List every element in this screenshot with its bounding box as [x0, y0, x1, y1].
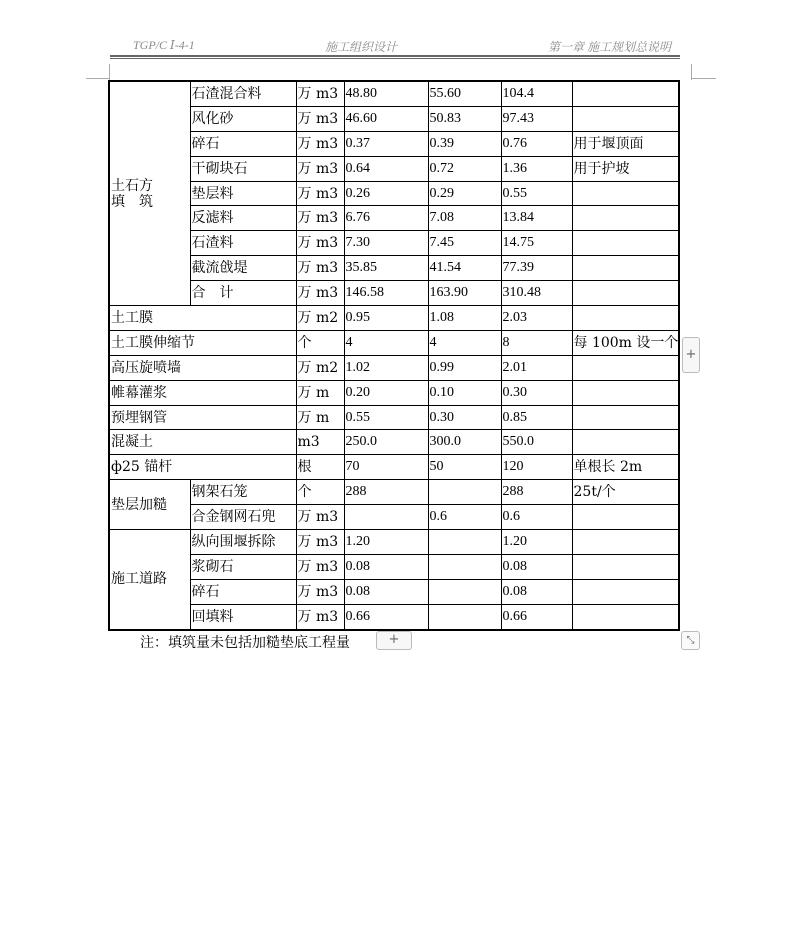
quantity-cell: 0.55 [344, 405, 428, 430]
item-name: 钢架石笼 [190, 480, 296, 505]
quantity-cell: 120 [501, 455, 572, 480]
table-row [109, 579, 679, 604]
quantity-cell: 7.30 [344, 231, 428, 256]
item-name: 帷幕灌浆 [109, 380, 296, 405]
table-row [109, 181, 679, 206]
table-row [109, 281, 679, 306]
unit-cell: 万 m3 [296, 106, 344, 131]
quantity-cell: 1.02 [344, 355, 428, 380]
quantity-cell: 288 [344, 480, 428, 505]
remark-cell [572, 554, 679, 579]
quantity-cell: 0.72 [428, 156, 501, 181]
quantity-cell: 0.08 [344, 579, 428, 604]
item-name: 回填料 [190, 604, 296, 629]
item-name: 纵向围堰拆除 [190, 530, 296, 555]
item-name: 石渣混合料 [190, 81, 296, 106]
quantity-table [108, 80, 680, 631]
table-row [109, 206, 679, 231]
table-row [109, 604, 679, 629]
item-name: 石渣料 [190, 231, 296, 256]
quantity-cell: 0.39 [428, 131, 501, 156]
quantity-cell [344, 505, 428, 530]
remark-cell [572, 256, 679, 281]
table-row [109, 156, 679, 181]
table-row [109, 256, 679, 281]
quantity-cell: 0.76 [501, 131, 572, 156]
quantity-cell: 50 [428, 455, 501, 480]
remark-cell: 单根长 2m [572, 455, 679, 480]
header-center: 施工组织设计 [325, 40, 398, 54]
quantity-cell: 97.43 [501, 106, 572, 131]
quantity-cell: 41.54 [428, 256, 501, 281]
unit-cell: 万 m [296, 380, 344, 405]
quantity-cell: 0.08 [501, 579, 572, 604]
quantity-cell: 70 [344, 455, 428, 480]
add-column-button[interactable]: + [682, 337, 700, 373]
quantity-cell: 1.20 [344, 530, 428, 555]
table-row [109, 380, 679, 405]
quantity-cell: 1.20 [501, 530, 572, 555]
quantity-cell: 0.66 [501, 604, 572, 629]
item-name: 预埋钢管 [109, 405, 296, 430]
quantity-cell: 8 [501, 330, 572, 355]
table-row [109, 430, 679, 455]
quantity-cell: 48.80 [344, 81, 428, 106]
quantity-cell: 7.08 [428, 206, 501, 231]
quantity-cell [428, 530, 501, 555]
remark-cell [572, 181, 679, 206]
unit-cell: 个 [296, 330, 344, 355]
quantity-cell: 14.75 [501, 231, 572, 256]
remark-cell [572, 380, 679, 405]
group-label: 土石方 填 筑 [109, 81, 190, 306]
item-name: 合 计 [190, 281, 296, 306]
quantity-cell: 0.55 [501, 181, 572, 206]
unit-cell: 个 [296, 480, 344, 505]
quantity-cell: 0.10 [428, 380, 501, 405]
quantity-cell: 4 [344, 330, 428, 355]
quantity-cell: 0.64 [344, 156, 428, 181]
quantity-cell: 35.85 [344, 256, 428, 281]
item-name: 反滤料 [190, 206, 296, 231]
unit-cell: 根 [296, 455, 344, 480]
unit-cell: 万 m3 [296, 604, 344, 629]
quantity-cell: 55.60 [428, 81, 501, 106]
quantity-cell: 50.83 [428, 106, 501, 131]
unit-cell: 万 m3 [296, 579, 344, 604]
item-name: 高压旋喷墙 [109, 355, 296, 380]
remark-cell [572, 306, 679, 331]
quantity-cell: 104.4 [501, 81, 572, 106]
header-left: TGP/C Ⅰ-4-1 [133, 38, 195, 52]
item-name: ф25 锚杆 [109, 455, 296, 480]
unit-cell: 万 m [296, 405, 344, 430]
group-label: 垫层加糙 [109, 480, 190, 530]
quantity-cell: 2.01 [501, 355, 572, 380]
unit-cell: 万 m3 [296, 256, 344, 281]
unit-cell: 万 m2 [296, 355, 344, 380]
crop-mark [691, 64, 692, 80]
unit-cell: 万 m3 [296, 206, 344, 231]
item-name: 风化砂 [190, 106, 296, 131]
quantity-cell: 46.60 [344, 106, 428, 131]
table-row [109, 530, 679, 555]
remark-cell [572, 231, 679, 256]
remark-cell: 用于堰顶面 [572, 131, 679, 156]
unit-cell: 万 m3 [296, 156, 344, 181]
item-name: 合金钢网石兜 [190, 505, 296, 530]
quantity-cell [428, 554, 501, 579]
remark-cell [572, 530, 679, 555]
quantity-cell: 310.48 [501, 281, 572, 306]
table-row [109, 554, 679, 579]
quantity-cell: 0.6 [501, 505, 572, 530]
header-rule [110, 55, 680, 57]
quantity-cell: 0.20 [344, 380, 428, 405]
quantity-cell: 13.84 [501, 206, 572, 231]
quantity-cell: 0.08 [501, 554, 572, 579]
table-row [109, 106, 679, 131]
quantity-cell: 0.29 [428, 181, 501, 206]
unit-cell: 万 m3 [296, 505, 344, 530]
quantity-cell: 2.03 [501, 306, 572, 331]
item-name: 土工膜伸缩节 [109, 330, 296, 355]
remark-cell: 25t/个 [572, 480, 679, 505]
quantity-cell: 146.58 [344, 281, 428, 306]
crop-mark [109, 64, 110, 80]
table-row [109, 355, 679, 380]
quantity-cell: 77.39 [501, 256, 572, 281]
remark-cell: 用于护坡 [572, 156, 679, 181]
unit-cell: 万 m2 [296, 306, 344, 331]
item-name: 混凝土 [109, 430, 296, 455]
remark-cell [572, 604, 679, 629]
group-label: 施工道路 [109, 530, 190, 630]
table-row [109, 480, 679, 505]
quantity-cell: 6.76 [344, 206, 428, 231]
remark-cell [572, 579, 679, 604]
quantity-cell: 0.6 [428, 505, 501, 530]
quantity-cell [428, 604, 501, 629]
remark-cell: 每 100m 设一个 [572, 330, 679, 355]
quantity-cell: 7.45 [428, 231, 501, 256]
quantity-cell: 0.30 [501, 380, 572, 405]
quantity-cell: 1.36 [501, 156, 572, 181]
header-rule-thin [110, 58, 680, 59]
quantity-cell: 0.66 [344, 604, 428, 629]
unit-cell: 万 m3 [296, 554, 344, 579]
item-name: 浆砌石 [190, 554, 296, 579]
unit-cell: 万 m3 [296, 181, 344, 206]
quantity-cell [428, 579, 501, 604]
quantity-cell: 0.30 [428, 405, 501, 430]
item-name: 截流戗堤 [190, 256, 296, 281]
remark-cell [572, 405, 679, 430]
table-row [109, 306, 679, 331]
remark-cell [572, 355, 679, 380]
header-right: 第一章 施工规划总说明 [548, 40, 672, 54]
quantity-cell: 550.0 [501, 430, 572, 455]
table-footnote: 注：填筑量未包括加糙垫底工程量 [140, 635, 350, 651]
quantity-cell: 4 [428, 330, 501, 355]
remark-cell [572, 281, 679, 306]
quantity-cell: 0.37 [344, 131, 428, 156]
quantity-cell: 163.90 [428, 281, 501, 306]
quantity-cell: 288 [501, 480, 572, 505]
remark-cell [572, 505, 679, 530]
item-name: 干砌块石 [190, 156, 296, 181]
quantity-cell: 0.26 [344, 181, 428, 206]
quantity-cell: 0.85 [501, 405, 572, 430]
quantity-cell: 0.95 [344, 306, 428, 331]
remark-cell [572, 430, 679, 455]
table-row [109, 81, 679, 106]
remark-cell [572, 106, 679, 131]
unit-cell: 万 m3 [296, 281, 344, 306]
table-row [109, 330, 679, 355]
quantity-cell: 250.0 [344, 430, 428, 455]
item-name: 碎石 [190, 579, 296, 604]
unit-cell: 万 m3 [296, 81, 344, 106]
unit-cell: 万 m3 [296, 231, 344, 256]
quantity-cell: 1.08 [428, 306, 501, 331]
item-name: 垫层料 [190, 181, 296, 206]
add-row-button[interactable]: + [376, 631, 412, 650]
remark-cell [572, 81, 679, 106]
item-name: 碎石 [190, 131, 296, 156]
table-row [109, 505, 679, 530]
unit-cell: m3 [296, 430, 344, 455]
resize-handle-icon[interactable]: ⤡ [681, 631, 700, 650]
crop-mark [692, 78, 716, 79]
table-row [109, 131, 679, 156]
unit-cell: 万 m3 [296, 131, 344, 156]
quantity-cell [428, 480, 501, 505]
unit-cell: 万 m3 [296, 530, 344, 555]
quantity-cell: 0.99 [428, 355, 501, 380]
table-row [109, 231, 679, 256]
quantity-cell: 0.08 [344, 554, 428, 579]
item-name: 土工膜 [109, 306, 296, 331]
remark-cell [572, 206, 679, 231]
crop-mark [86, 78, 110, 79]
table-row [109, 455, 679, 480]
table-row [109, 405, 679, 430]
quantity-cell: 300.0 [428, 430, 501, 455]
